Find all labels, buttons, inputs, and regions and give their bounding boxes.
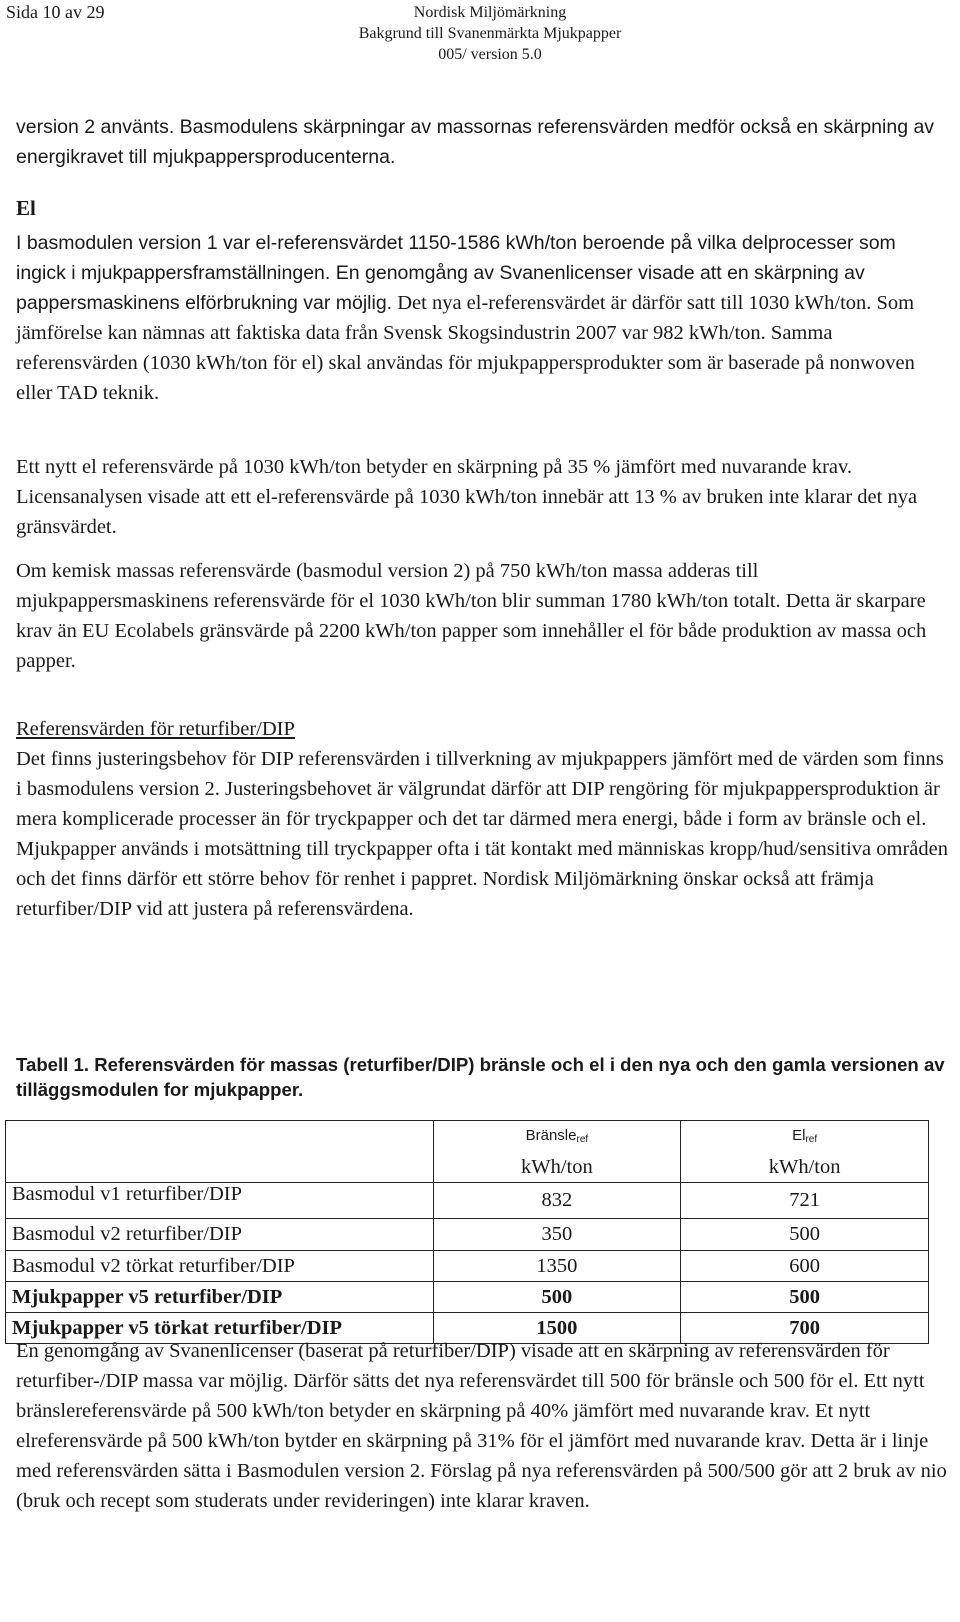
table-row	[6, 1251, 929, 1282]
dip-section	[16, 714, 951, 924]
row-fuel: 1500	[433, 1313, 681, 1344]
table-row	[6, 1219, 929, 1251]
header-org: Nordisk Miljömärkning	[413, 4, 567, 21]
el-paragraph-3: Om kemisk massas referensvärde (basmodul version 2) på 750 kWh/ton massa adderas till mjukpappersmaskinens referensvärde för el 1030 kWh/ton blir summan 1780 kWh/ton totalt. Detta är skarpare krav än EU Ecolabels gränsvärde på 2200 kWh/ton papper som innehåller el för både produktion av massa och papper.	[16, 560, 927, 672]
row-el: 500	[681, 1282, 929, 1313]
table-header-empty	[6, 1121, 434, 1183]
section-heading-el: El	[16, 196, 36, 220]
fuel-unit: kWh/ton	[521, 1155, 593, 1178]
el-head-sub: ref	[805, 1133, 818, 1145]
el-paragraph-1-part-b: Det nya el-referensvärdet är därför satt till 1030 kWh/ton. Som jämförelse kan nämnas att faktiska data från Svensk Skogsindustrin 2007 var 982 kWh/ton. Samma referensvärden (1030 kWh/ton för el) skal användas för mjukpappersprodukter som är baserade på nonwoven eller TAD teknik.	[16, 292, 915, 404]
row-el: 700	[681, 1313, 929, 1344]
row-fuel: 350	[433, 1219, 681, 1251]
table-caption: Tabell 1. Referensvärden för massas (returfiber/DIP) bränsle och el i den nya och den gamla versionen av tilläggsmodulen for mjukpapper.	[16, 1054, 945, 1100]
page-header	[0, 0, 960, 80]
row-fuel: 832	[433, 1183, 681, 1219]
el-unit: kWh/ton	[768, 1155, 841, 1178]
header-doc-version: 005/ version 5.0	[438, 46, 542, 63]
table-row	[6, 1183, 929, 1219]
row-fuel: 1350	[433, 1251, 681, 1282]
section-heading-dip: Referensvärden för returfiber/DIP	[16, 718, 295, 740]
table-header-fuel	[433, 1121, 681, 1183]
row-label: Basmodul v1 returfiber/DIP	[6, 1183, 434, 1219]
el-paragraph-1-part-a: I basmodulen version 1 var el-referensvärdet 1150-1586 kWh/ton beroende på vilka delprocesser som ingick i mjukpappersframställningen. En genomgång av Svanenlicenser visade att en skärpning av pappersmaskinens elförbrukning var möjlig.	[16, 232, 896, 314]
final-paragraph: En genomgång av Svanenlicenser (baserat på returfiber/DIP) visade att en skärpning av referensvärden för returfiber-/DIP massa var möjlig. Därför sätts det nya referensvärdet till 500 för bränsle och 500 för el. Ett nytt bränslereferensvärde på 500 kWh/ton betyder en skärpning på 40% jämfört med nuvarande krav. Et nytt elreferensvärde på 500 kWh/ton bytder en skärpning på 31% för el jämfört med nuvarande krav. Detta är i linje med referensvärden sätta i Basmodulen version 2. Förslag på nya referensvärden på 500/500 gör att 2 bruk av nio (bruk och recept som studerats under revideringen) inte klarar kraven.	[16, 1340, 947, 1512]
table-row	[6, 1282, 929, 1313]
row-fuel: 500	[433, 1282, 681, 1313]
row-el: 500	[681, 1219, 929, 1251]
fuel-head-sub: ref	[576, 1133, 589, 1145]
intro-paragraph: version 2 använts. Basmodulens skärpningar av massornas referensvärden medför också en skärpning av energikravet till mjukpappersproducenterna.	[16, 116, 935, 168]
row-el: 721	[681, 1183, 929, 1219]
el-paragraph-1	[16, 228, 951, 408]
row-label: Basmodul v2 returfiber/DIP	[6, 1219, 434, 1251]
reference-values-table	[5, 1120, 929, 1344]
row-el: 600	[681, 1251, 929, 1282]
header-titles	[300, 2, 680, 65]
row-label: Basmodul v2 törkat returfiber/DIP	[6, 1251, 434, 1282]
row-label: Mjukpapper v5 törkat returfiber/DIP	[6, 1313, 434, 1344]
el-paragraph-2: Ett nytt el referensvärde på 1030 kWh/ton betyder en skärpning på 35 % jämfört med nuvarande krav. Licensanalysen visade att ett el-referensvärde på 1030 kWh/ton innebär att 13 % av bruken inte klarar det nya gränsvärdet.	[16, 456, 918, 538]
fuel-head-label: Bränsle	[525, 1126, 577, 1144]
dip-paragraph: Det finns justeringsbehov för DIP referensvärden i tillverkning av mjukpappers jämfört med de värden som finns i basmodulens version 2. Justeringsbehovet är välgrundat därför att DIP rengöring för mjukpappersproduktion är mera komplicerade processer än för tryckpapper och det tar därmed mera energi, både i form av bränsle och el. Mjukpapper används i motsättning till tryckpapper ofta i tät kontakt med människas kropp/hud/sensitiva områden och det finns därför ett större behov för renhet i pappret. Nordisk Miljömärkning önskar också att främja returfiber/DIP vid att justera på referensvärdena.	[16, 748, 948, 920]
header-doc-title: Bakgrund till Svanenmärkta Mjukpapper	[358, 25, 622, 42]
table-header-el	[681, 1121, 929, 1183]
table-header-row	[6, 1121, 929, 1183]
row-label: Mjukpapper v5 returfiber/DIP	[6, 1282, 434, 1313]
el-head-label: El	[792, 1126, 806, 1144]
page-number: Sida 10 av 29	[6, 2, 105, 22]
